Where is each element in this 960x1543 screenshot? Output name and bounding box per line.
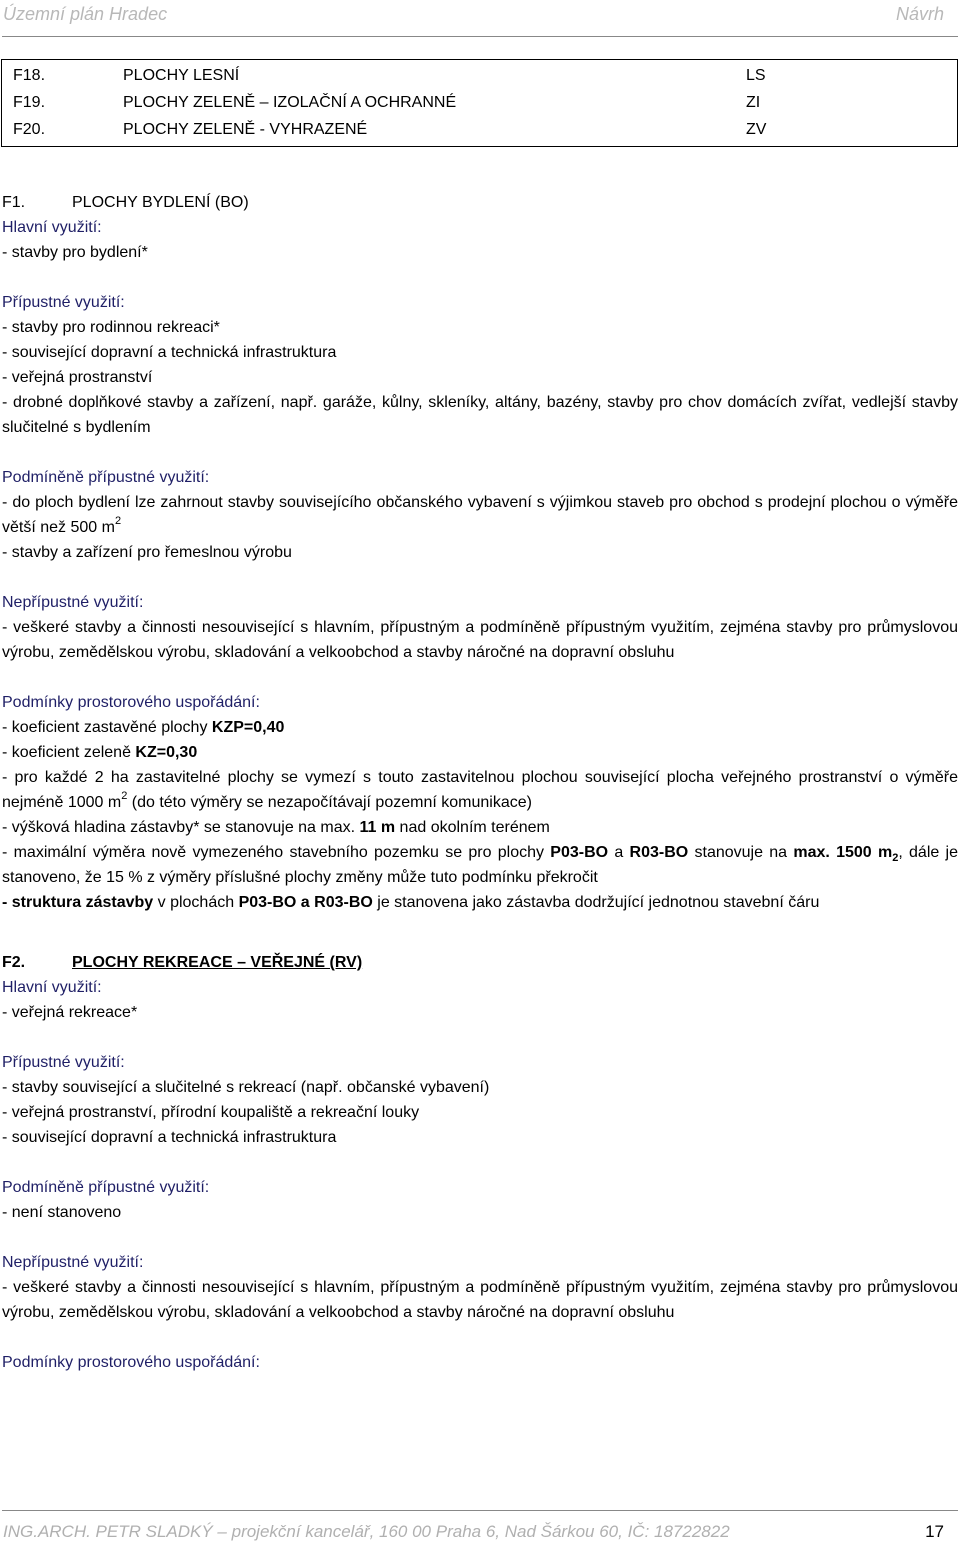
list-item: - koeficient zeleně KZ=0,30: [2, 744, 198, 761]
legend-name: PLOCHY LESNÍ: [123, 66, 240, 84]
spatial-conditions-label: Podmínky prostorového uspořádání:: [2, 1354, 260, 1371]
list-item: - drobné doplňkové stavby a zařízení, např. garáže, kůlny, skleníky, altány, bazény, stavby pro chov domácích zvířat, vedlejší stavby slučitelné s bydlením: [2, 394, 958, 436]
conditional-use-label: Podmíněně přípustné využití:: [2, 469, 210, 486]
section-title: PLOCHY BYDLENÍ (BO): [72, 194, 249, 211]
spatial-conditions-label: Podmínky prostorového uspořádání:: [2, 694, 260, 711]
legend-code: F20.: [13, 120, 46, 138]
section-number: F2.: [2, 954, 26, 971]
list-item: - veškeré stavby a činnosti nesouvisející s hlavním, přípustným a podmíněně přípustným využitím, zejména stavby pro průmyslovou výrobu, zemědělskou výrobu, skladování a velkoobchod a stavby náročné na dopravní obsluhu: [2, 1279, 958, 1321]
forbidden-use-label: Nepřípustné využití:: [2, 594, 144, 611]
list-item: - koeficient zastavěné plochy KZP=0,40: [2, 719, 285, 736]
legend-name: PLOCHY ZELENĚ - VYHRAZENÉ: [123, 120, 368, 138]
list-item: - stavby pro bydlení*: [2, 244, 148, 261]
list-item: - veřejná prostranství, přírodní koupaliště a rekreační louky: [2, 1104, 420, 1121]
list-item: - stavby a zařízení pro řemeslnou výrobu: [2, 544, 292, 561]
list-item: - do ploch bydlení lze zahrnout stavby souvisejícího občanského vybavení s výjimkou staveb pro obchod s prodejní plochou o výměře větší než 500 $m^2$: [2, 494, 958, 536]
legend-code: F19.: [13, 93, 46, 111]
forbidden-use-label: Nepřípustné využití:: [2, 1254, 144, 1271]
list-item: - stavby pro rodinnou rekreaci*: [2, 319, 220, 336]
list-item: - veřejná rekreace*: [2, 1004, 138, 1021]
list-item: - související dopravní a technická infrastruktura: [2, 1129, 337, 1146]
list-item: - veřejná prostranství: [2, 369, 153, 386]
conditional-use-label: Podmíněně přípustné využití:: [2, 1179, 210, 1196]
allowed-use-label: Přípustné využití:: [2, 1054, 125, 1071]
list-item: - související dopravní a technická infrastruktura: [2, 344, 337, 361]
section-heading-f2: [2, 950, 958, 975]
footer-divider: [2, 1510, 958, 1511]
list-item: - maximální výměra nově vymezeného stavebního pozemku se pro plochy P03-BO a R03-BO stanovuje na max. 1500 $m_2$, dále je stanoveno, že 15 % z výměry příslušné plochy změny může tuto podmínku překročit: [2, 844, 959, 886]
legend-name: PLOCHY ZELENĚ – IZOLAČNÍ A OCHRANNÉ: [123, 93, 457, 111]
document-status: Návrh: [895, 4, 944, 24]
list-item: - stavby související a slučitelné s rekreací (např. občanské vybavení): [2, 1079, 490, 1096]
section-title: PLOCHY REKREACE – VEŘEJNÉ (RV): [72, 954, 363, 971]
main-use-label: Hlavní využití:: [2, 219, 102, 236]
section-heading-f1: [2, 190, 958, 215]
allowed-use-label: Přípustné využití:: [2, 294, 125, 311]
legend-code: F18.: [13, 66, 46, 84]
table-row: [2, 116, 958, 147]
document-title: Územní plán Hradec: [3, 4, 168, 24]
page-number: 17: [925, 1522, 944, 1541]
section-number: F1.: [2, 194, 26, 211]
page-header: [3, 4, 944, 28]
footer-text: ING.ARCH. PETR SLADKÝ – projekční kancelář, 160 00 Praha 6, Nad Šárkou 60, IČ: 18722822: [3, 1522, 730, 1541]
legend-abbr: LS: [746, 66, 766, 84]
list-item: - pro každé 2 ha zastavitelné plochy se vymezí s touto zastavitelnou plochou související plocha veřejného prostranství o výměře nejméně 1000 $m^2$ (do této výměry se nezapočítávají pozemní komunikace): [2, 769, 958, 811]
main-use-label: Hlavní využití:: [2, 979, 102, 996]
list-item: - výšková hladina zástavby* se stanovuje na max. 11 m nad okolním terénem: [2, 819, 550, 836]
table-row: [2, 89, 958, 116]
list-item: - veškeré stavby a činnosti nesouvisející s hlavním, přípustným a podmíněně přípustným využitím, zejména stavby pro průmyslovou výrobu, zemědělskou výrobu, skladování a velkoobchod a stavby náročné na dopravní obsluhu: [2, 619, 958, 661]
legend-abbr: ZI: [746, 93, 761, 111]
legend-table: [1, 59, 958, 147]
list-item: - struktura zástavby v plochách P03-BO a R03-BO je stanovena jako zástavba dodržující jednotnou stavební čáru: [2, 894, 820, 911]
table-row: [2, 60, 958, 90]
header-divider: [2, 36, 958, 37]
list-item: - není stanoveno: [2, 1204, 122, 1221]
document-body: [2, 190, 958, 1375]
legend-abbr: ZV: [746, 120, 767, 138]
